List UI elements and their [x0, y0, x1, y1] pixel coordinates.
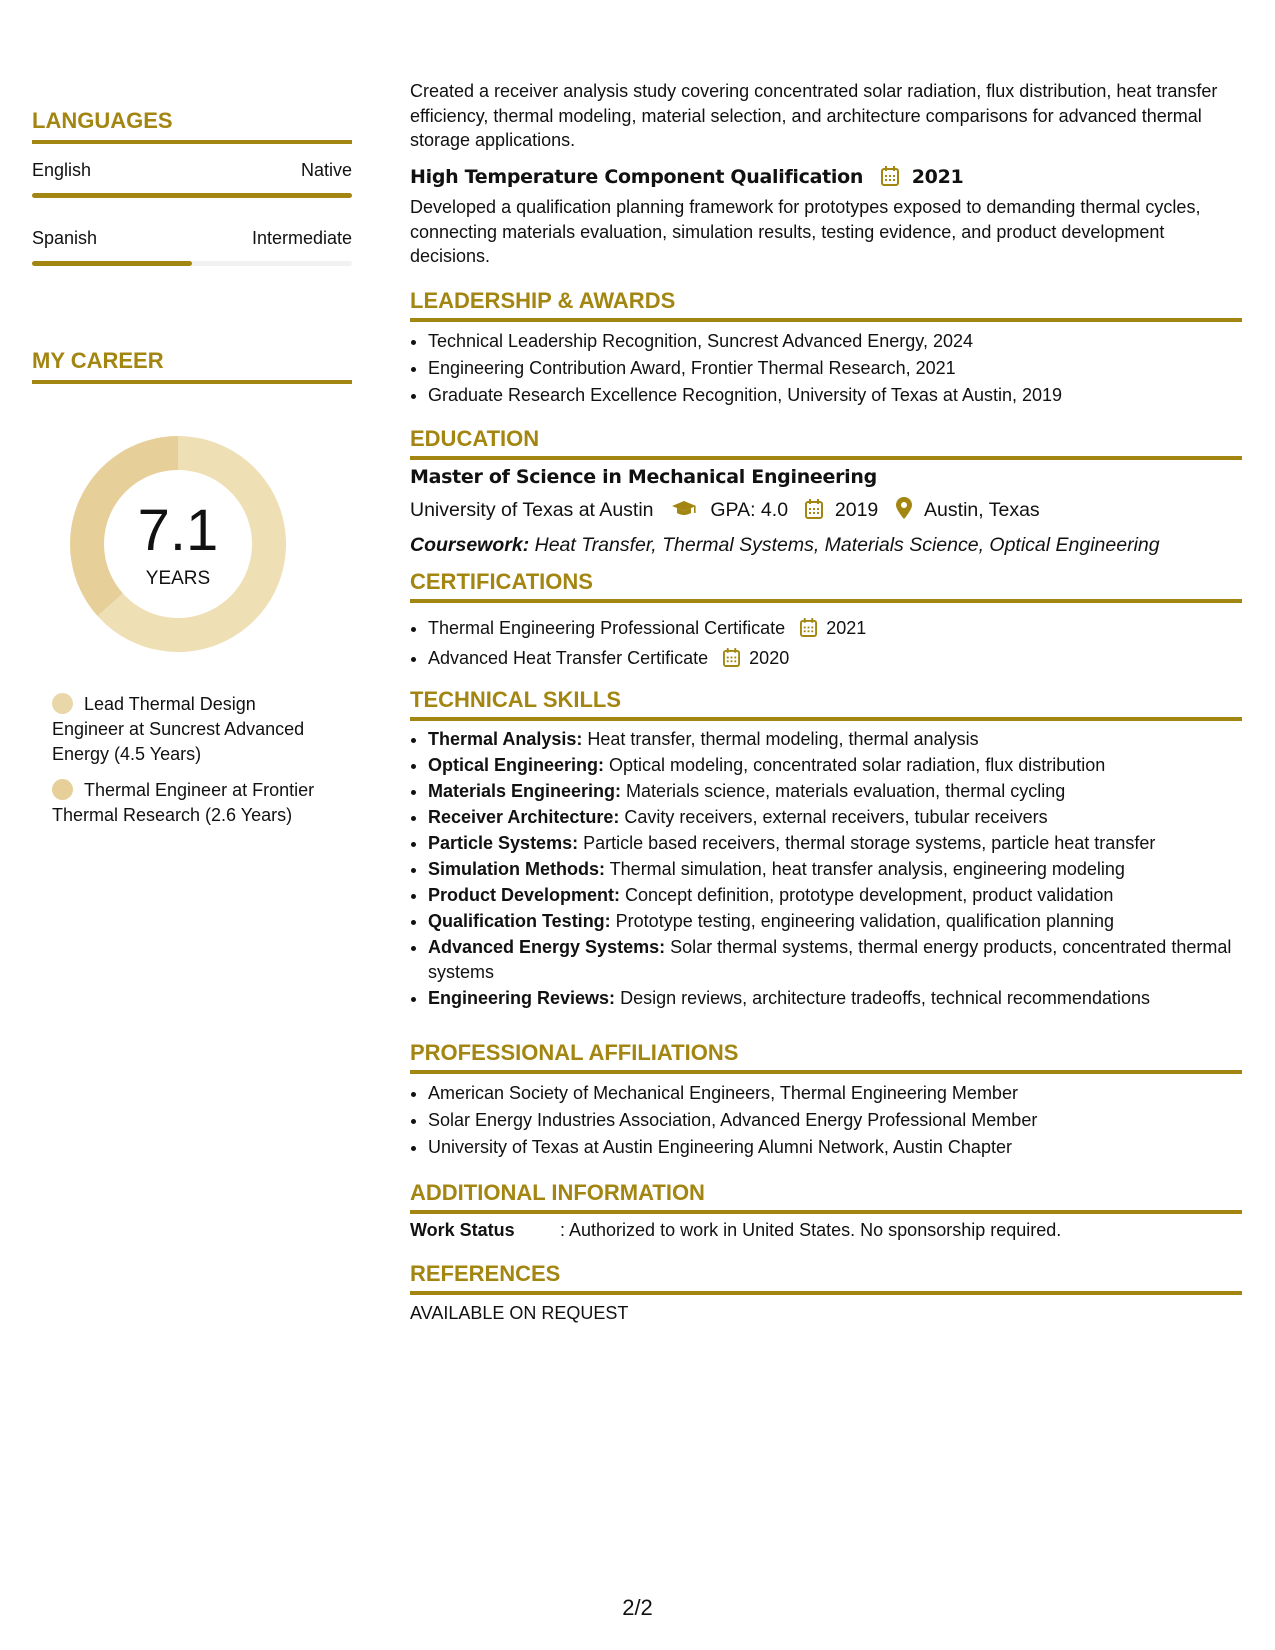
degree: Master of Science in Mechanical Engineering — [410, 466, 877, 488]
coursework — [410, 534, 1242, 557]
skill-item — [428, 727, 1242, 752]
award-item: • Graduate Research Excellence Recognition, University of Texas at Austin, 2019 — [428, 382, 1242, 409]
language-level-bar — [32, 261, 352, 266]
project-year: 2021 — [911, 166, 964, 188]
certification-item — [428, 615, 1242, 645]
location-pin-icon — [896, 497, 912, 525]
skill-text: Concept definition, prototype development, product validation — [620, 885, 1114, 905]
career-heading: MY CAREER — [32, 348, 352, 384]
references-text: AVAILABLE ON REQUEST — [410, 1303, 629, 1323]
language-level: Native — [300, 160, 352, 180]
work-status-label: Work Status — [410, 1220, 515, 1240]
skill-text: Thermal simulation, heat transfer analysis, engineering modeling — [605, 859, 1125, 879]
education-item — [410, 466, 1242, 557]
certifications-list — [410, 615, 1242, 675]
graduation-year: 2019 — [834, 499, 879, 521]
language-level-fill — [32, 261, 192, 266]
certifications-heading: CERTIFICATIONS — [410, 569, 1242, 603]
education-details — [410, 497, 1242, 525]
awards-heading: LEADERSHIP & AWARDS — [410, 288, 1242, 322]
certification-year: 2020 — [749, 648, 790, 668]
skill-text: Particle based receivers, thermal storage systems, particle heat transfer — [578, 833, 1156, 853]
career-total-unit: YEARS — [145, 568, 211, 589]
skill-label: Qualification Testing: — [428, 911, 611, 931]
work-status-row — [410, 1220, 1242, 1241]
languages-heading: LANGUAGES — [32, 108, 352, 144]
skill-item — [428, 935, 1242, 984]
language-level-bar — [32, 193, 352, 198]
certification-item — [428, 645, 1242, 675]
skill-text: Optical modeling, concentrated solar radiation, flux distribution — [604, 755, 1106, 775]
calendar-icon — [805, 499, 823, 525]
calendar-icon — [800, 618, 817, 645]
additional-heading: ADDITIONAL INFORMATION — [410, 1180, 1242, 1214]
skill-label: Receiver Architecture: — [428, 807, 620, 827]
skill-label: Product Development: — [428, 885, 621, 905]
certification-year: 2021 — [826, 618, 867, 638]
skill-label: Simulation Methods: — [428, 859, 605, 879]
career-legend-text: Lead Thermal Design Engineer at Suncrest Advanced Energy (4.5 Years) — [52, 694, 305, 764]
project-description: Developed a qualification planning framework for prototypes exposed to demanding thermal cycles, connecting materials evaluation, simulation results, testing evidence, and product development decisions. — [410, 197, 1201, 266]
project-title-row — [410, 166, 1242, 191]
skill-text: Prototype testing, engineering validation, qualification planning — [610, 911, 1115, 931]
awards-list — [410, 328, 1242, 409]
project-title: High Temperature Component Qualification — [410, 166, 864, 188]
page-number: 2/2 — [622, 1595, 653, 1620]
skill-item — [428, 831, 1242, 856]
affiliation-item: • University of Texas at Austin Engineering Alumni Network, Austin Chapter — [428, 1134, 1242, 1161]
school-name: University of Texas at Austin — [410, 499, 654, 521]
skill-item — [428, 753, 1242, 778]
affiliations-list — [410, 1080, 1242, 1161]
skill-label: Optical Engineering: — [428, 755, 605, 775]
career-donut-chart — [66, 432, 290, 656]
education-location: Austin, Texas — [924, 499, 1040, 521]
affiliations-heading: PROFESSIONAL AFFILIATIONS — [410, 1040, 1242, 1074]
language-level: Intermediate — [251, 228, 352, 248]
career-legend-item — [32, 778, 332, 828]
skill-text: Solar thermal systems, thermal energy products, concentrated thermal systems — [428, 937, 1232, 982]
calendar-icon — [881, 166, 899, 191]
career-total — [66, 432, 290, 656]
project-intro-text: Created a receiver analysis study covering concentrated solar radiation, flux distribution, heat transfer efficiency, thermal modeling, material selection, and architecture comparisons for advanced thermal storage applications. — [410, 81, 1218, 150]
skill-label: Engineering Reviews: — [428, 987, 616, 1008]
skill-label: Materials Engineering: — [428, 781, 622, 801]
award-item: • Engineering Contribution Award, Frontier Thermal Research, 2021 — [428, 355, 1242, 382]
references-heading: REFERENCES — [410, 1261, 1242, 1295]
legend-dot — [52, 779, 73, 800]
skill-item — [428, 909, 1242, 934]
skill-label: Particle Systems: — [428, 833, 579, 853]
skills-list — [410, 727, 1242, 1012]
education-heading: EDUCATION — [410, 426, 1242, 460]
work-status-value: : Authorized to work in United States. No sponsorship required. — [560, 1220, 1062, 1240]
skill-item — [428, 986, 1242, 1011]
certification-name: Advanced Heat Transfer Certificate — [428, 648, 709, 668]
gpa: GPA: 4.0 — [710, 499, 789, 521]
project-item — [410, 166, 1242, 269]
skill-label: Advanced Energy Systems: — [428, 937, 666, 957]
language-item — [32, 160, 352, 198]
certification-name: Thermal Engineering Professional Certificate — [428, 618, 786, 638]
skill-label: Thermal Analysis: — [428, 729, 583, 749]
coursework-label: Coursework: — [410, 534, 530, 556]
skill-text: Cavity receivers, external receivers, tubular receivers — [619, 807, 1048, 827]
skill-item — [428, 779, 1242, 804]
language-name: English — [32, 160, 92, 180]
language-level-fill — [32, 193, 352, 198]
calendar-icon — [723, 648, 740, 675]
skills-heading: TECHNICAL SKILLS — [410, 687, 1242, 721]
career-legend — [32, 692, 332, 828]
skill-item — [428, 883, 1242, 908]
skill-item — [428, 857, 1242, 882]
skill-text: Materials science, materials evaluation, thermal cycling — [621, 781, 1066, 801]
language-item — [32, 228, 352, 266]
coursework-text: Heat Transfer, Thermal Systems, Materials Science, Optical Engineering — [529, 534, 1160, 556]
skill-item — [428, 805, 1242, 830]
career-legend-text: Thermal Engineer at Frontier Thermal Research (2.6 Years) — [52, 780, 315, 825]
affiliation-item: • American Society of Mechanical Engineers, Thermal Engineering Member — [428, 1080, 1242, 1107]
skill-text: Heat transfer, thermal modeling, thermal analysis — [582, 729, 979, 749]
career-legend-item — [32, 692, 332, 767]
award-item: • Technical Leadership Recognition, Suncrest Advanced Energy, 2024 — [428, 328, 1242, 355]
career-total-value: 7.1 — [137, 498, 219, 563]
affiliation-item: • Solar Energy Industries Association, Advanced Energy Professional Member — [428, 1107, 1242, 1134]
skill-text: Design reviews, architecture tradeoffs, technical recommendations — [615, 987, 1150, 1008]
language-name: Spanish — [32, 228, 98, 248]
graduation-cap-icon — [671, 500, 697, 524]
legend-dot — [52, 693, 73, 714]
